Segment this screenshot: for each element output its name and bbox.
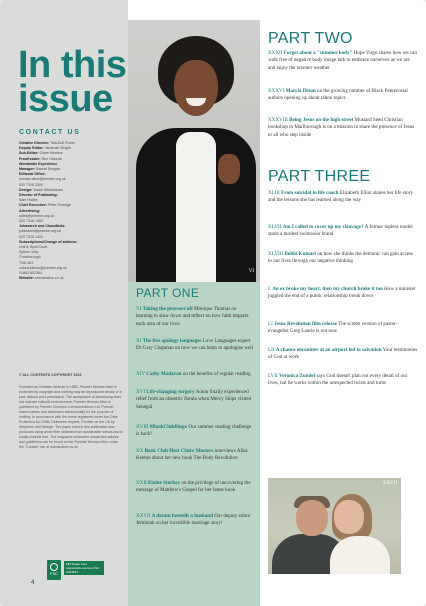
part-two-item[interactable] [268, 50, 418, 72]
item-description: interviews Alisa Keeton about her new book The Body Revolution [136, 448, 248, 462]
item-page-number: XVIII [136, 424, 149, 430]
contact-label: Subscriptions/Change of address: [19, 239, 78, 244]
item-description: A former topless model starts a modest swimwear brand [268, 224, 413, 238]
part-one-item[interactable] [136, 306, 254, 328]
item-headline: Life-changing surgery [146, 389, 195, 395]
contact-value: Crowborough [19, 255, 41, 260]
part-one-item[interactable] [136, 424, 254, 439]
item-page-number: XXVII [136, 513, 151, 519]
contact-label: Deputy Editor: [19, 146, 44, 151]
item-page-number: XLIII [268, 190, 280, 196]
item-headline: Taking the pressure off [142, 306, 193, 312]
contact-label: Manager: [19, 167, 35, 172]
item-description: on the privilege of uncovering the message of Matthew's Gospel for her latest book [136, 480, 251, 494]
item-headline: Am I called to cover up my cleavage? [282, 224, 364, 230]
contact-value: Sarah Wheelbeam [33, 187, 63, 192]
item-headline: Forget about a "summer body" [283, 50, 353, 56]
item-page-number: XXXVI [268, 88, 285, 94]
part-two-title: PART TWO [268, 30, 353, 47]
part-one-item[interactable] [136, 513, 254, 528]
photo-page-label: VI [248, 269, 254, 274]
item-description: on the benefits of regular reading [182, 371, 251, 377]
contact-line [19, 276, 123, 281]
contact-label: Jobsearch and Classifieds: [19, 224, 66, 229]
item-page-number: XLVII [268, 224, 282, 230]
contact-value: woman.alive@premier.org.uk [19, 177, 66, 182]
contact-value: Rachel Bergart [35, 167, 60, 172]
legal-text: Founded as Christian Woman in 1982, Premier Woman Alive is protected by copyright and nothing may be reproduced wholly or in part, without prior permission. The acceptance of advertising does not indicate editorial endorsement. Premier Woman Alive is published by Premier Christian Communications Ltd. Premier draws names and addresses electronically for the purpose of mailing. In accordance with the terms registered under the Data Protection Act 1998, Deliveries request, Premier on the UK by Stephens and George. The paper used in this publication was produced using wood fibre obtained from sustainable forests and is totally chlorine free. The magazine welcomes unsolicited articles and guidelines can be found on the Premier Woman Alive under the "Contact" tab at womanalive.co.uk [19, 385, 123, 449]
copyright-notice: © ALL CONTENTS COPYRIGHT 2023 [19, 373, 82, 377]
item-page-number: XLVIII [268, 251, 284, 257]
item-page-number: XX [136, 448, 144, 454]
item-page-number: LII [268, 347, 275, 353]
contact-value: Peter Kerridge [47, 203, 72, 208]
contact-value: Claire Musters [39, 151, 63, 156]
contact-value: 020 7316 1300 [19, 182, 43, 187]
item-headline: From suicidal to life coach [281, 190, 339, 196]
item-page-number: XVI [136, 389, 146, 395]
contact-label: Chief Executive: [19, 203, 47, 208]
item-description: Love Languages expert Dr Gary Chapman on how we can learn to apologise well [136, 338, 254, 352]
contact-label: Editorial Office: [19, 172, 46, 177]
contact-label: Website: [19, 276, 34, 281]
contact-value: womanalive.co.uk [34, 276, 64, 281]
item-headline: Being Jesus on the high street [289, 117, 354, 123]
contact-label: Director of Publishing: [19, 193, 58, 198]
item-headline: The five apology languages [142, 338, 202, 344]
contact-label: Creative Director: [19, 141, 50, 145]
contact-label: Design: [19, 187, 33, 192]
item-headline: Book Club Host Claire Musters [144, 448, 214, 454]
item-page-number: XXXII [268, 50, 283, 56]
contact-label: Worldwide Experience [19, 161, 58, 166]
item-description: Our summer reading challenge is back! [136, 424, 252, 438]
part-one-item[interactable] [136, 389, 254, 411]
part-three-item[interactable] [268, 224, 418, 239]
issue-title-line1: In this [18, 44, 127, 86]
item-page-number: L [268, 286, 271, 292]
contact-value: Jemimah Wright [44, 146, 71, 151]
issue-title-line2: issue [18, 78, 113, 120]
contact-value: Sam Hailes [19, 198, 38, 203]
item-headline: A chance encounter at an airport led to salvation [275, 347, 382, 353]
contact-value: TN6 3DZ [19, 260, 34, 265]
contact-label: Proofreader: [19, 156, 41, 161]
item-page-number: LI [268, 321, 273, 327]
contact-heading: CONTACT US [19, 129, 81, 136]
item-description: Our deputy editor Jemimah on her incredible marriage story! [136, 513, 251, 527]
tree-icon [50, 563, 58, 571]
fsc-label: MIX Paper from responsible sources FSC C019817 [64, 561, 104, 575]
page-number: 4 [31, 580, 35, 586]
part-three-item[interactable] [268, 190, 418, 205]
item-description: Elizabeth Elliot shares her life story and the lessons she has learned along the way [268, 190, 413, 204]
item-page-number: XXII [136, 480, 147, 486]
part-three-item[interactable] [268, 347, 418, 362]
part-three-item[interactable] [268, 321, 418, 336]
item-headline: An ex broke my heart, then my church broke it too [272, 286, 383, 292]
item-page-number: XIV [136, 371, 145, 377]
cover-photo [128, 20, 260, 282]
item-headline: Elaine Storkey [148, 480, 181, 486]
item-page-number: VI [136, 306, 142, 312]
part-two-item[interactable] [268, 117, 418, 139]
item-headline: Veronica Zundel [279, 373, 316, 379]
item-page-number: XI [136, 338, 142, 344]
contact-value: jobsearch@premier.org.uk [19, 229, 62, 234]
contact-value: Sybron Way [19, 250, 39, 255]
contact-value: Unit 6, April Court [19, 245, 48, 250]
parts-two-three-column [260, 0, 426, 606]
contact-value: 01892 652364 [19, 271, 42, 276]
part-one-title: PART ONE [136, 286, 200, 300]
contact-value: 020 7316 1300 [19, 234, 43, 239]
item-description: on how she thinks the demonic can gain access to our lives through our negative thinking [268, 251, 414, 265]
item-description: Hope Virgo shares how we can walk free of negative body image talk to embrace ourselves as we are and enjoy the warmer weather [268, 50, 417, 71]
item-description: Your testimonies of God at work [268, 347, 418, 361]
contact-value: subscriptions@premier.org.uk [19, 265, 67, 270]
item-page-number: LVII [268, 373, 278, 379]
item-headline: A dream foretells a husband [151, 513, 213, 519]
item-description: Aotou finally experienced relief from an obstetric fistula when Mercy Ships visited Senegal [136, 389, 252, 410]
item-headline: Jesus Revolution film release [274, 321, 337, 327]
part-three-item[interactable] [268, 373, 418, 388]
fsc-logo-text: FSC [50, 571, 58, 576]
contact-value: Rev Obiorah [41, 156, 62, 161]
item-headline: Marcia Dixon [285, 88, 316, 94]
item-headline: #BookClubBingo [149, 424, 188, 430]
item-description: Monique Thomas on learning to slow down and reflect on how faith impacts each area of our lives [136, 306, 249, 327]
couple-photo [268, 478, 401, 574]
item-headline: Cathy Madavan [146, 371, 182, 377]
item-description: The screen version of pastor-evangelist Greg Laurie is out now [268, 321, 398, 335]
contact-value: 020 7316 1300 [19, 219, 43, 224]
part-one-item[interactable] [136, 338, 254, 353]
contact-label: Advertising: [19, 208, 40, 213]
item-headline: Bobbi Kumari [284, 251, 316, 257]
part-one-item[interactable] [136, 448, 254, 463]
part-three-title: PART THREE [268, 168, 371, 185]
part-three-item[interactable] [268, 251, 418, 266]
couple-photo-label: XXVII [382, 481, 397, 486]
item-description: Mustard Seed Christian bookshop in Marlborough is on a mission to share the presence of Jesus to all who step inside [268, 117, 415, 138]
fsc-logo-icon [47, 560, 61, 580]
part-one-column [128, 282, 260, 606]
contact-column [0, 0, 128, 606]
part-one-item[interactable] [136, 371, 254, 378]
item-description: on the growing number of Black Pentecostal authors opening up about taboo topics [268, 88, 408, 102]
contact-value: Tola-Doll Fisher [50, 141, 76, 145]
contact-label: Sub-Editor: [19, 151, 39, 156]
item-description: How a minister juggled the end of a public relationship break down [268, 286, 416, 300]
part-two-item[interactable] [268, 88, 418, 103]
issue-title [18, 44, 127, 120]
part-one-item[interactable] [136, 480, 254, 495]
item-page-number: XXXVIII [268, 117, 288, 123]
contact-details [19, 141, 123, 281]
contact-value: sales@premier.org.uk [19, 213, 55, 218]
part-three-item[interactable] [268, 286, 418, 301]
item-description: says God doesn't plan out every detail of our lives, but he works within the unexpected twists and turns [268, 373, 408, 387]
